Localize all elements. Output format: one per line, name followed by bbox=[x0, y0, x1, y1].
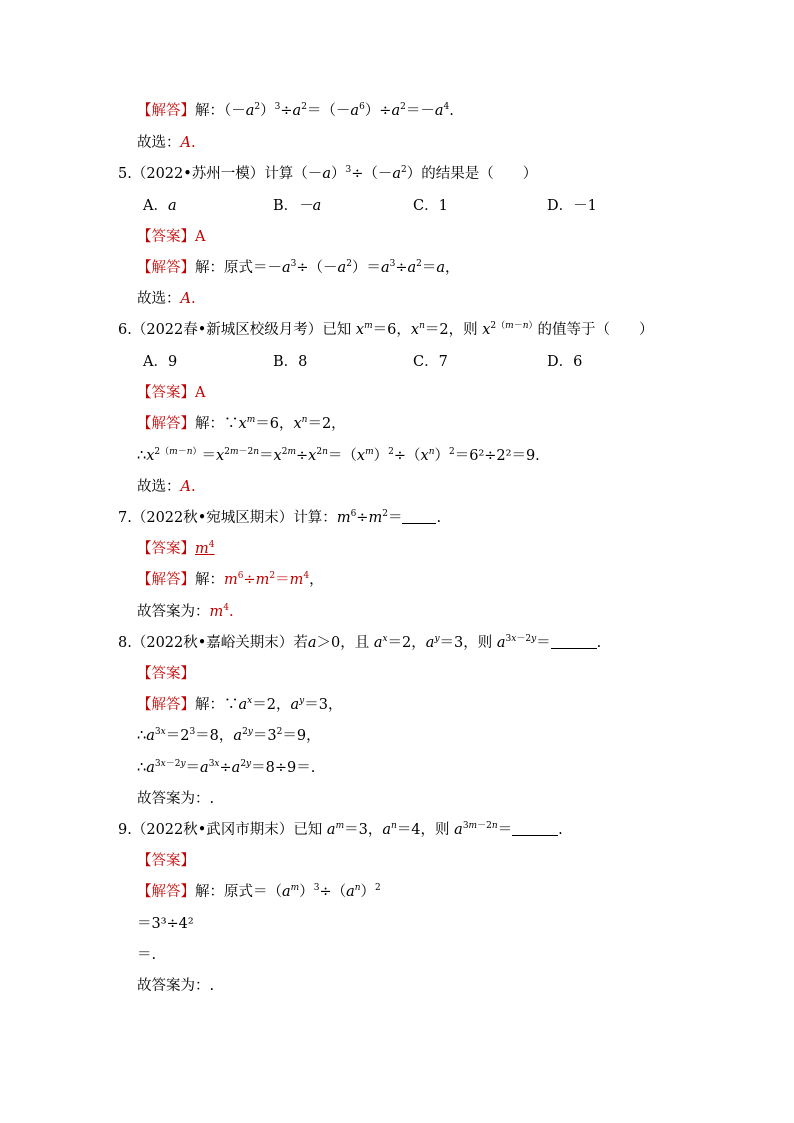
q5-option-a: A．a bbox=[143, 198, 177, 214]
q7-final-line: 故答案为：$m^4$. bbox=[137, 603, 234, 620]
q9-step2-line: ＝. bbox=[137, 947, 157, 963]
q6-option-a: A．9 bbox=[143, 354, 178, 370]
q5-choice-line: 故选：A. bbox=[137, 291, 196, 307]
q9-final-line: 故答案为：. bbox=[137, 978, 215, 994]
q6-derivation-line: $\therefore x^{2(m-n)}=x^{2m-2n}=x^{2m}\div x^{2n}=(x^m)^2\div(x^n)^2=6^2\div 2^2=9$. bbox=[137, 447, 540, 464]
q8-answer-line: 【答案】 bbox=[137, 666, 195, 682]
q9-stem: 9.（2022秋•武冈市期末）已知 $a^m=3$，$a^n=4$，则 $a^{3m-2n}=$ . bbox=[118, 821, 563, 838]
q5-option-c: C．1 bbox=[413, 198, 448, 214]
q6-solution-line: 【解答】解：$\because x^m=6$，$x^n=2$， bbox=[137, 415, 346, 432]
q5-solution-line: 【解答】解：原式$=-a^3\div(-a^2)=a^3\div a^2=a$， bbox=[137, 259, 460, 276]
q8-blank bbox=[551, 634, 597, 649]
q8-derivation-line: $\therefore a^{3x}=2^3=8$，$a^{2y}=3^2=9$， bbox=[137, 727, 321, 744]
q5-answer: A bbox=[195, 229, 206, 245]
q8-result-line: $\therefore a^{3x-2y}=a^{3x}\div a^{2y}=8\div 9=$. bbox=[137, 759, 316, 776]
q7-blank bbox=[402, 509, 436, 524]
q4-solution-line: 【解答】解：$(-a^2)^3\div a^2=(-a^6)\div a^2=-a^4$. bbox=[137, 102, 454, 119]
q8-solution-line: 【解答】解：$\because a^x=2$，$a^y=3$， bbox=[137, 696, 343, 713]
q8-final-line: 故答案为：. bbox=[137, 791, 215, 807]
q6-stem: 6.（2022春•新城区校级月考）已知 $x^m=6$，$x^n=2$，则 $x^{2(m-n)}$的值等于（ ） bbox=[118, 321, 654, 338]
q5-stem: 5.（2022•苏州一模）计算$(-a)^3\div(-a^2)$的结果是（ ） bbox=[118, 165, 538, 182]
solution-label: 【解答】 bbox=[137, 103, 195, 119]
q7-stem: 7.（2022秋•宛城区期末）计算：$m^6\div m^2=$ . bbox=[118, 509, 442, 526]
q4-choice-line: 故选：A. bbox=[137, 135, 196, 151]
q6-answer: A bbox=[195, 385, 206, 401]
q4-choice: A bbox=[180, 135, 191, 151]
q6-choice: A bbox=[180, 479, 191, 495]
q9-step-line: ＝3³÷4² bbox=[137, 916, 194, 932]
q5-choice: A bbox=[180, 291, 191, 307]
q5-answer-line bbox=[137, 227, 205, 247]
q9-blank bbox=[512, 821, 558, 836]
q5-option-b: B．－a bbox=[273, 198, 322, 214]
q8-stem: 8.（2022秋•嘉峪关期末）若a＞0，且 $a^x=2$，$a^y=3$，则 $a^{3x-2y}=$ . bbox=[118, 634, 602, 651]
q9-answer-line: 【答案】 bbox=[137, 853, 195, 869]
q6-choice-line: 故选：A. bbox=[137, 479, 196, 495]
q5-option-d: D．－1 bbox=[547, 198, 597, 214]
q6-answer-line: 【答案】A bbox=[137, 385, 206, 401]
q6-option-b: B．8 bbox=[273, 354, 308, 370]
answer-label: 【答案】 bbox=[137, 229, 195, 245]
q7-solution-line: 【解答】解：$m^6\div m^2=m^4$， bbox=[137, 571, 324, 588]
q7-answer-line: 【答案】$m^4$ bbox=[137, 540, 215, 557]
q6-option-c: C．7 bbox=[413, 354, 448, 370]
q7-answer: m bbox=[195, 541, 209, 557]
q6-option-d: D．6 bbox=[547, 354, 583, 370]
q9-solution-line: 【解答】解：原式$=(a^m)^3\div(a^n)^2$ bbox=[137, 883, 381, 900]
